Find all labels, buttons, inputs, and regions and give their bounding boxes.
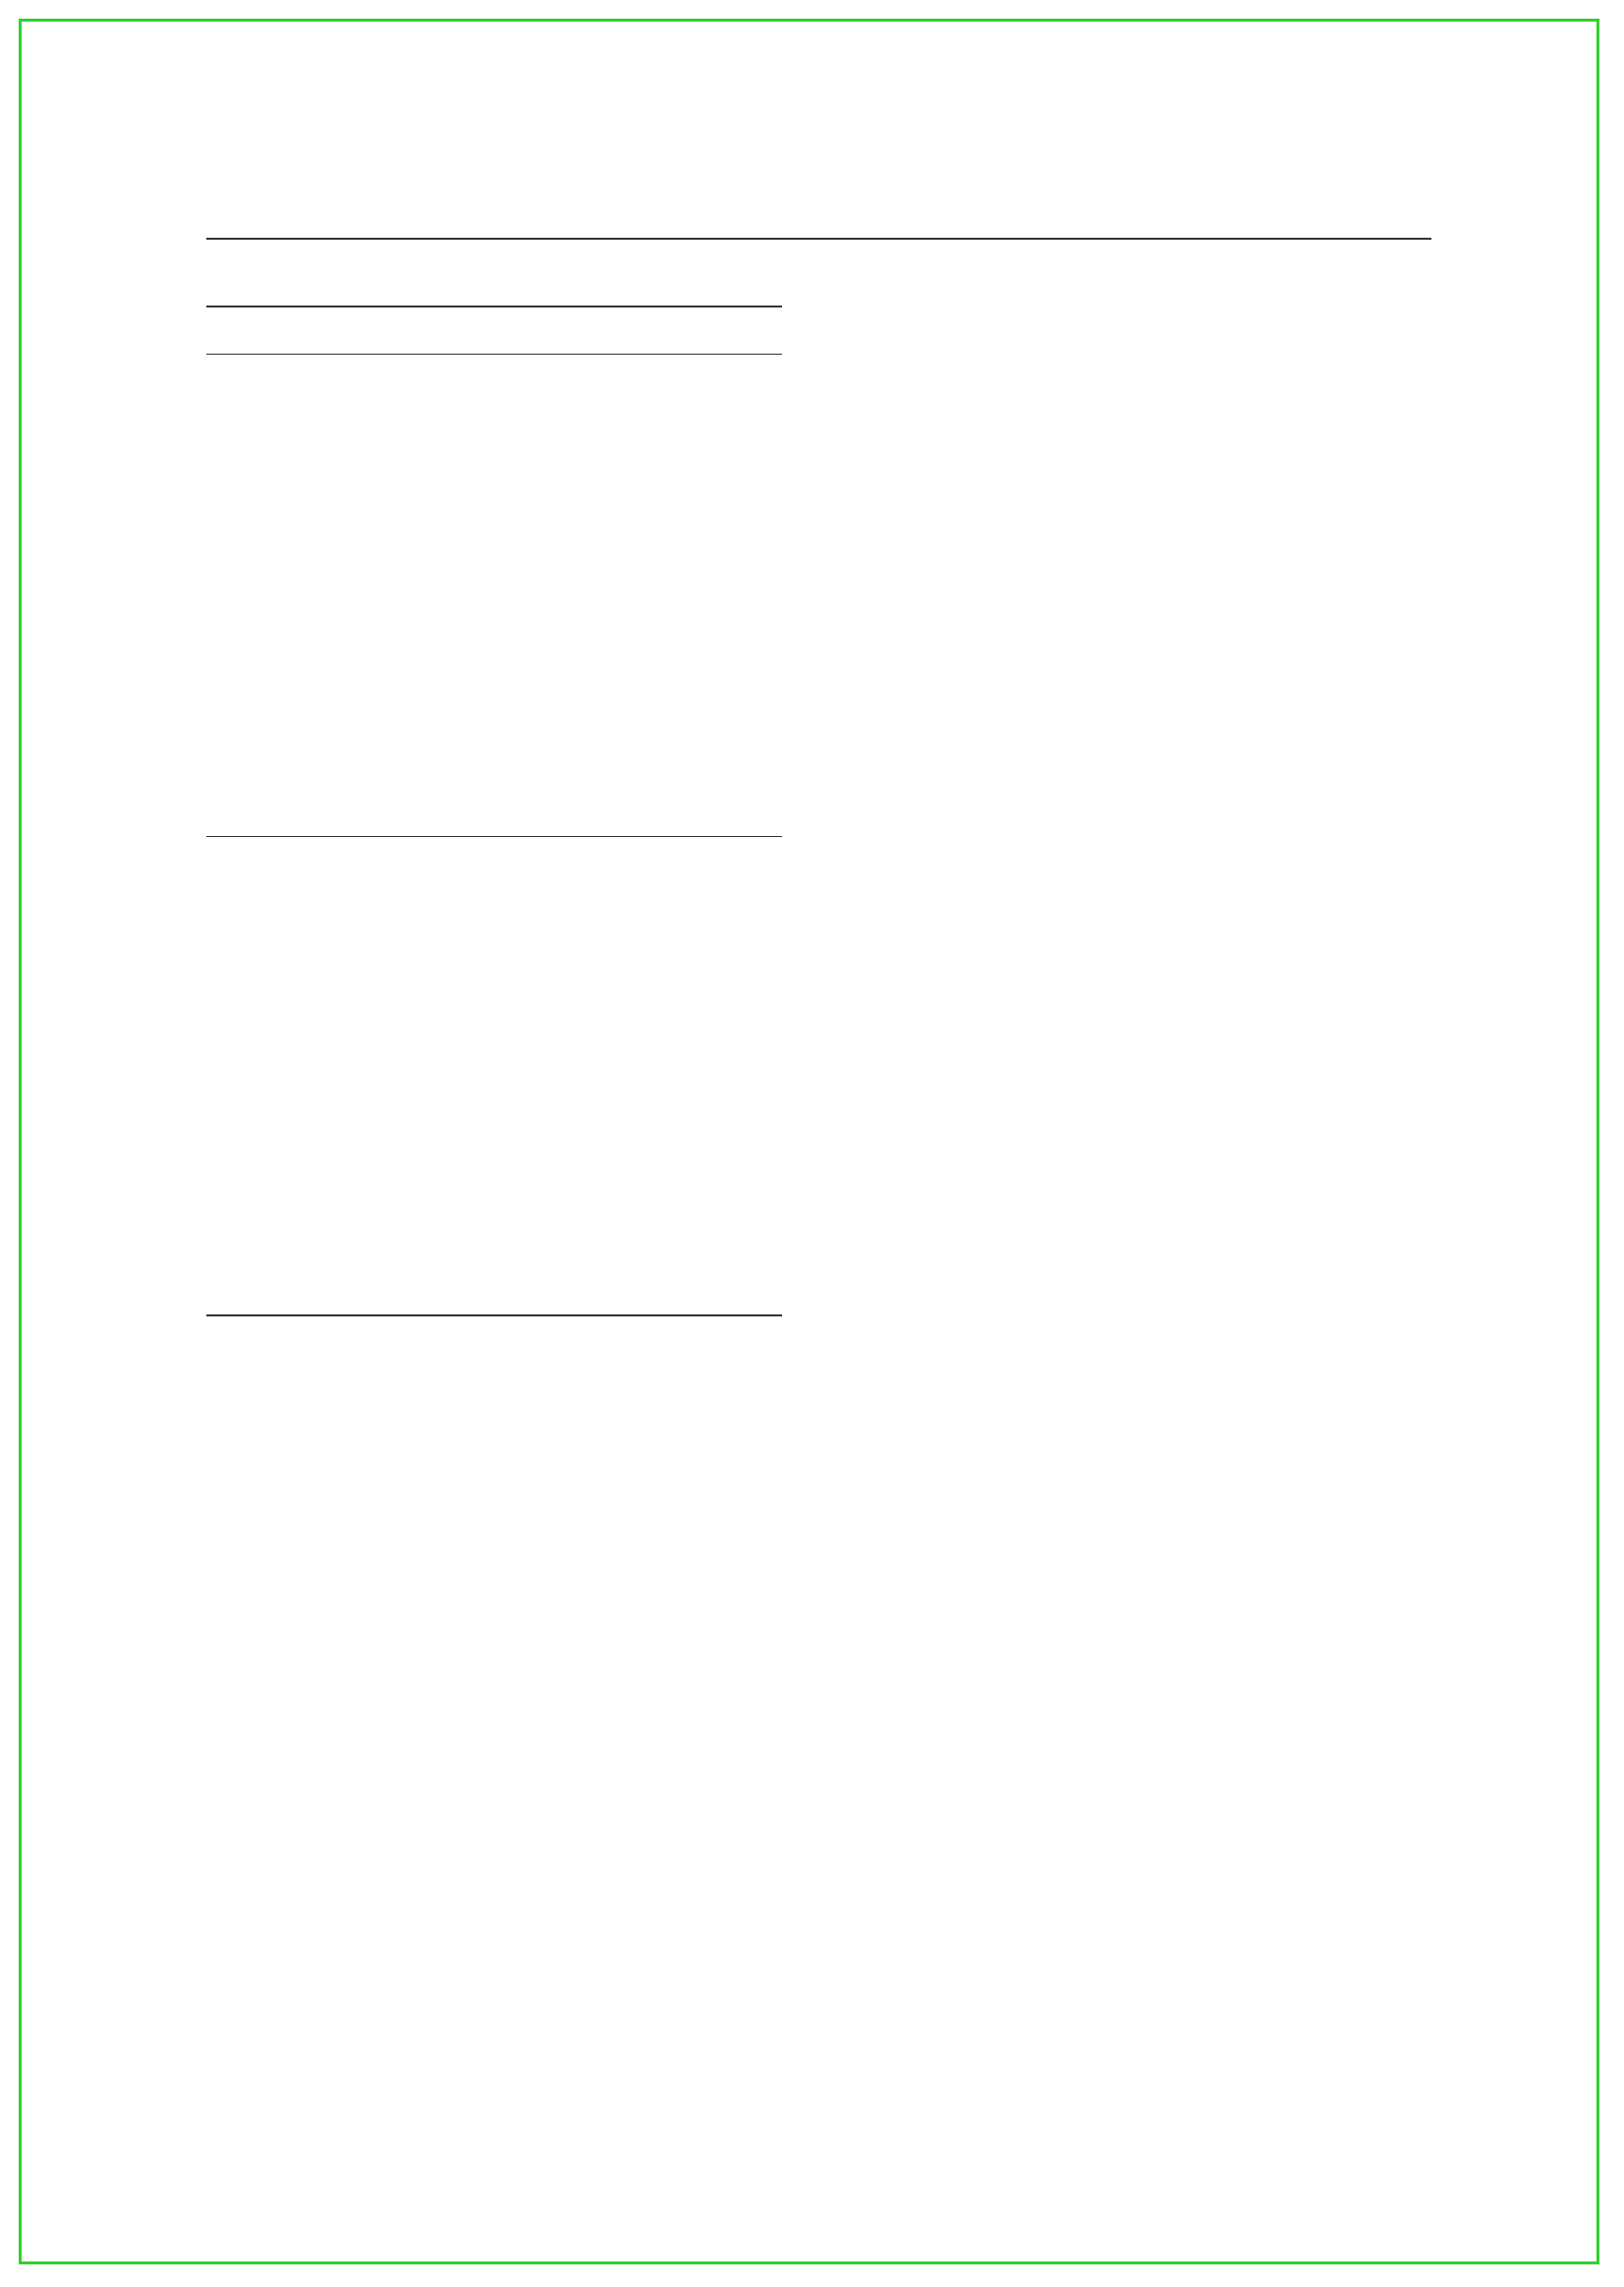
table-header-rule xyxy=(206,354,782,355)
table-top-rule xyxy=(206,306,782,307)
running-header xyxy=(206,194,1431,237)
network-figure xyxy=(432,1316,1199,2043)
table-group-rule xyxy=(206,836,782,837)
header-rule xyxy=(206,238,1431,240)
